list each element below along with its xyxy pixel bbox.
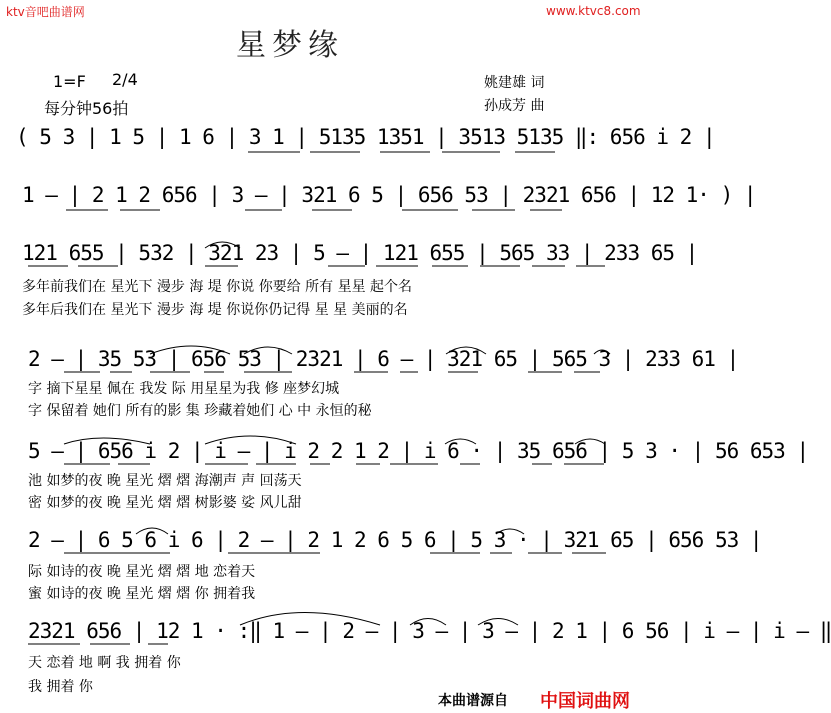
notation-row-7: 2321 656 | 12 1 · :‖ 1 – | 2 – | 3 – | 3 – | 2 1 | 6 56 | i – | i – ‖ xyxy=(28,619,831,643)
slur-arc xyxy=(150,346,230,354)
song-title: 星梦缘 xyxy=(236,28,344,63)
notation-row-4: 2 – | 35 53 | 656 53 | 2321 | 6 – | 321 65 | 565 3 | 233 61 | xyxy=(28,347,739,371)
composer-credit: 孙成芳 曲 xyxy=(484,98,545,114)
key-signature: 1=F xyxy=(53,72,86,91)
slur-arc xyxy=(136,528,168,534)
watermark-right: www.ktvc8.com xyxy=(546,4,641,18)
notation-row-5: 5 – | 656 i 2 | i – | i 2 2 1 2 | i 6 · | 35 656 | 5 3 · | 56 653 | xyxy=(28,439,809,463)
lyrics-row-5-verse-1: 池 如梦的夜 晚 星光 熠 熠 海潮声 声 回荡天 xyxy=(28,473,302,489)
slur-arc xyxy=(445,439,476,444)
lyrics-row-4-verse-1: 字 摘下星星 佩在 我发 际 用星星为我 修 座梦幻城 xyxy=(28,381,340,397)
lyrics-row-3-verse-2: 多年后我们在 星光下 漫步 海 堤 你说你仍记得 星 星 美丽的名 xyxy=(22,302,408,318)
footer-source-label: 本曲谱源自 xyxy=(438,693,508,709)
lyrics-row-6-verse-1: 际 如诗的夜 晚 星光 熠 熠 地 恋着天 xyxy=(28,564,256,580)
slur-arc xyxy=(205,436,296,444)
notation-row-2: 1 – | 2 1 2 656 | 3 – | 321 6 5 | 656 53 | 2321 656 | 12 1· ) | xyxy=(22,183,756,207)
slur-arc xyxy=(64,438,150,444)
tempo-marking: 每分钟56拍 xyxy=(44,99,129,118)
slur-arc xyxy=(410,619,446,626)
notation-row-1: ( 5 3 | 1 5 | 1 6 | 3 1 | 5135 1351 | 3513 5135 ‖: 656 i 2 | xyxy=(16,125,715,149)
notation-row-3: 121 655 | 532 | 321 23 | 5 – | 121 655 | 565 33 | 233 65 | xyxy=(22,241,698,265)
lyricist-credit: 姚建雄 词 xyxy=(484,75,545,91)
lyrics-row-4-verse-2: 字 保留着 她们 所有的影 集 珍藏着她们 心 中 永恒的秘 xyxy=(28,403,372,419)
slur-arc xyxy=(575,439,605,444)
notation-row-6: 2 – | 6 5 6 i 6 | 2 – | 2 1 2 6 5 6 | 5 3 · | 321 65 | 656 53 | xyxy=(28,528,762,552)
slur-arc xyxy=(594,350,610,354)
lyrics-row-6-verse-2: 蜜 如诗的夜 晚 星光 熠 熠 你 拥着我 xyxy=(28,586,256,602)
slur-arc xyxy=(496,529,524,534)
lyrics-row-5-verse-2: 密 如梦的夜 晚 星光 熠 熠 树影婆 娑 风儿甜 xyxy=(28,495,302,511)
slur-arc xyxy=(446,347,486,354)
lyrics-row-7-verse-2: 我 拥着 你 xyxy=(28,679,93,695)
slur-arc xyxy=(478,619,518,626)
slur-arc xyxy=(240,613,380,626)
time-signature: 2/4 xyxy=(112,70,138,89)
watermark-left: ktv音吧曲谱网 xyxy=(6,5,85,19)
lyrics-row-7-verse-1: 天 恋着 地 啊 我 拥着 你 xyxy=(28,655,181,671)
footer-site-name[interactable]: 中国词曲网 xyxy=(540,691,630,712)
slur-arc xyxy=(244,347,292,354)
slur-arc xyxy=(205,242,240,248)
lyrics-row-3-verse-1: 多年前我们在 星光下 漫步 海 堤 你说 你要给 所有 星星 起个名 xyxy=(22,279,413,295)
